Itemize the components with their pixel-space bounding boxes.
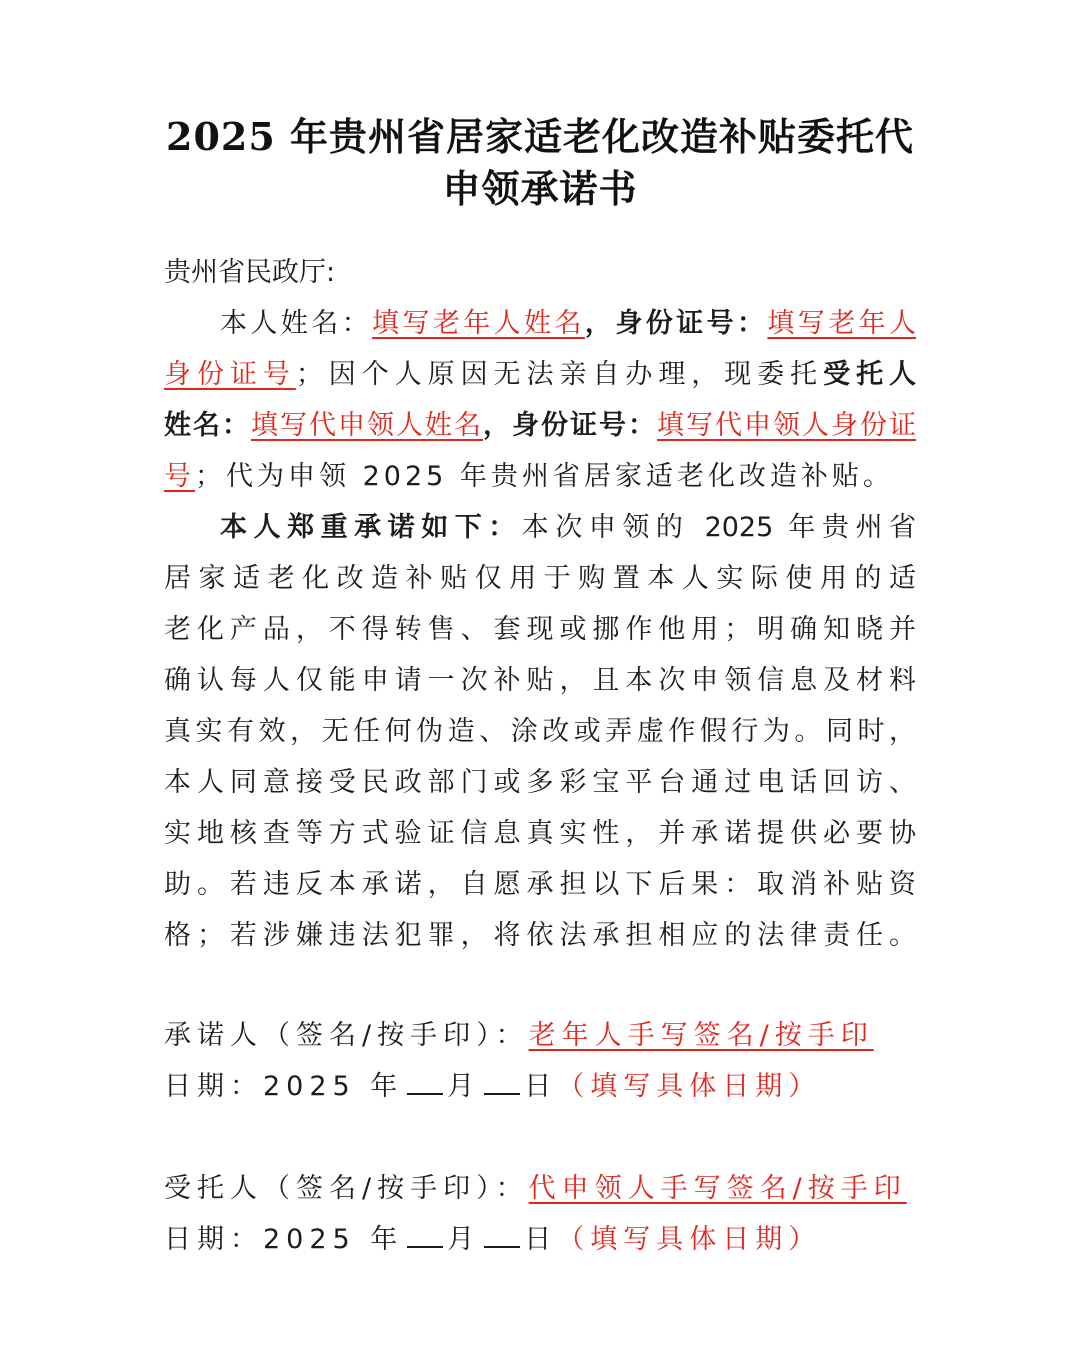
document-title-line-2: 申领承诺书 — [442, 166, 638, 211]
para1-line3 — [164, 408, 916, 444]
para2-line6: 本人同意接受民政部门或多彩宝平台通过电话回访、 — [164, 767, 916, 798]
promisor-label: 承诺人（签名/按手印）： — [164, 1020, 529, 1051]
document-title-line-1: 2025 年贵州省居家适老化改造补贴委托代 — [166, 114, 914, 159]
elder-id-label: 身份证号： — [615, 308, 768, 339]
agent-name-field[interactable]: 填写代申领人姓名 — [251, 410, 483, 441]
para1-line4 — [164, 459, 894, 495]
promisor-date-hint: （填写具体日期） — [557, 1071, 822, 1102]
agent-month-blank[interactable] — [407, 1224, 443, 1248]
para1-text: ；因个人原因无法亲自办理，现委托 — [295, 359, 824, 390]
month-label: 月 — [447, 1224, 481, 1255]
agent-signature-line — [164, 1171, 907, 1207]
agent-id-field-part1[interactable]: 填写代申领人身份证 — [657, 410, 916, 441]
month-label: 月 — [447, 1071, 481, 1102]
para2-line3: 老化产品，不得转售、套现或挪作他用；明确知晓并 — [164, 614, 916, 645]
para2-line9: 格；若涉嫌违法犯罪，将依法承担相应的法律责任。 — [164, 920, 916, 951]
agent-id-label: 身份证号： — [512, 410, 657, 441]
promisor-date-label: 日期：2025 年 — [164, 1071, 404, 1102]
agent-id-field-part2[interactable]: 号 — [164, 461, 195, 492]
agent-date-hint: （填写具体日期） — [557, 1224, 822, 1255]
promise-lead: 本人郑重承诺如下： — [220, 512, 522, 543]
promisor-signature-field[interactable]: 老年人手写签名/按手印 — [528, 1020, 874, 1051]
elder-name-field[interactable]: 填写老年人姓名 — [372, 308, 585, 339]
para2-line1 — [220, 510, 916, 546]
agent-date-label: 日期：2025 年 — [164, 1224, 404, 1255]
para2-text: 本次申领的 2025 年贵州省 — [521, 512, 916, 543]
sep: ， — [584, 308, 616, 339]
para2-line4: 确认每人仅能申请一次补贴，且本次申领信息及材料 — [164, 665, 916, 696]
day-label: 日 — [524, 1224, 558, 1255]
para1-line1 — [220, 306, 916, 342]
agent-sign-label: 受托人（签名/按手印）： — [164, 1173, 529, 1204]
agent-name-label: 姓名： — [164, 410, 251, 441]
para2-line8: 助。若违反本承诺，自愿承担以下后果：取消补贴资 — [164, 869, 916, 900]
promisor-date-line — [164, 1069, 821, 1105]
agent-day-blank[interactable] — [484, 1224, 520, 1248]
promisor-month-blank[interactable] — [407, 1071, 443, 1095]
agent-signature-field[interactable]: 代申领人手写签名/按手印 — [528, 1173, 907, 1204]
sep: ， — [483, 410, 512, 441]
para2-line5: 真实有效，无任何伪造、涂改或弄虚作假行为。同时， — [164, 716, 916, 747]
elder-name-label: 本人姓名： — [220, 308, 373, 339]
para2-line7: 实地核查等方式验证信息真实性，并承诺提供必要协 — [164, 818, 916, 849]
elder-id-field-part2[interactable]: 身份证号 — [164, 359, 296, 390]
para1-line2 — [164, 357, 916, 393]
promisor-day-blank[interactable] — [484, 1071, 520, 1095]
para2-line2: 居家适老化改造补贴仅用于购置本人实际使用的适 — [164, 563, 916, 594]
elder-id-field-part1[interactable]: 填写老年人 — [767, 308, 917, 339]
promisor-signature-line — [164, 1018, 874, 1054]
agent-date-line — [164, 1222, 821, 1258]
day-label: 日 — [524, 1071, 558, 1102]
addressee: 贵州省民政厅: — [164, 257, 336, 288]
para1-text: ；代为申领 2025 年贵州省居家适老化改造补贴。 — [195, 461, 894, 492]
agent-label: 受托人 — [823, 359, 917, 390]
